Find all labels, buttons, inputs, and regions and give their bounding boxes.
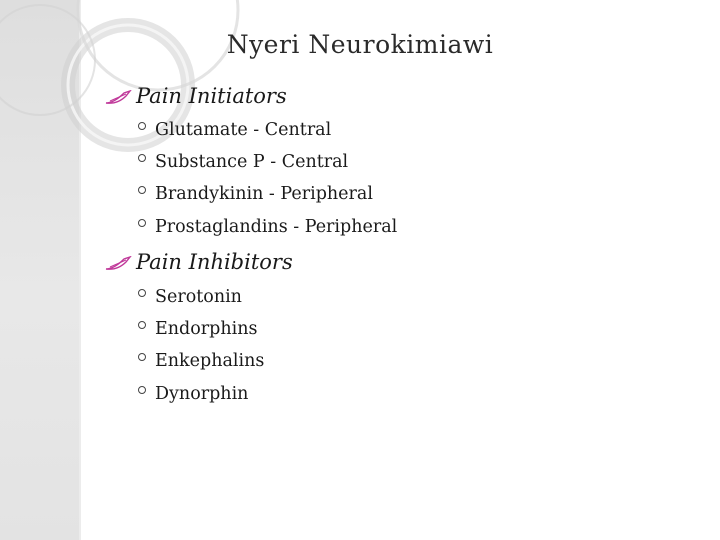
list-item: Enkephalins (138, 351, 264, 371)
section-heading-label: Pain Inhibitors (136, 250, 293, 274)
list-item: Substance P - Central (138, 152, 348, 172)
ring-icon (138, 186, 146, 194)
ring-icon (138, 289, 146, 297)
section-heading-initiators (104, 84, 287, 111)
ring-icon (138, 321, 146, 329)
ring-icon (138, 219, 146, 227)
slide-title: Nyeri Neurokimiawi (226, 30, 494, 59)
ring-icon (138, 386, 146, 394)
ring-icon (138, 122, 146, 130)
section-heading-label: Pain Initiators (136, 84, 287, 108)
list-item: Endorphins (138, 319, 257, 339)
feather-icon (104, 87, 132, 111)
ring-icon (138, 353, 146, 361)
list-item: Prostaglandins - Peripheral (138, 217, 397, 237)
list-item: Dynorphin (138, 384, 248, 404)
list-item: Brandykinin - Peripheral (138, 184, 373, 204)
list-item: Serotonin (138, 287, 242, 307)
section-heading-inhibitors (104, 250, 293, 277)
list-item: Glutamate - Central (138, 120, 331, 140)
feather-icon (104, 253, 132, 277)
ring-icon (138, 154, 146, 162)
